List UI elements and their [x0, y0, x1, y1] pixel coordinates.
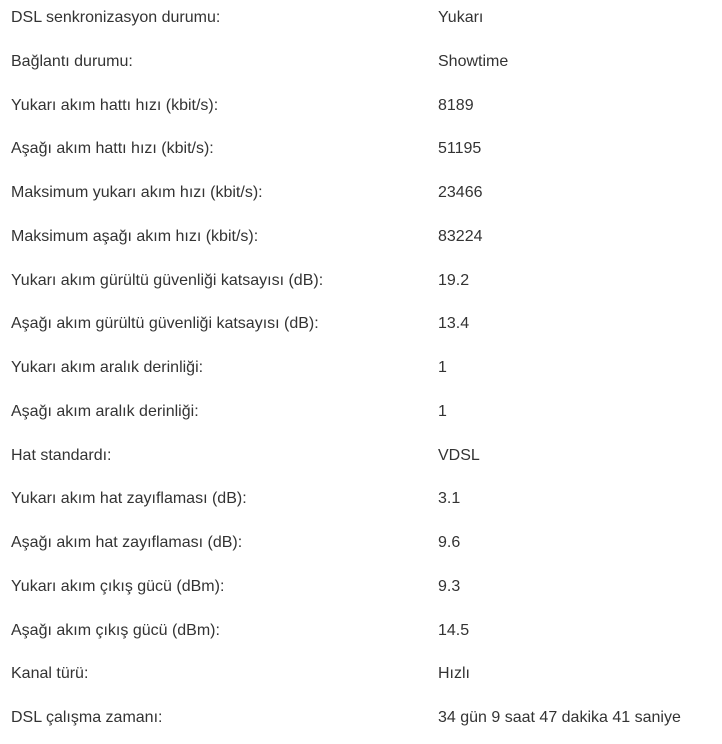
status-row-connection-state — [0, 44, 722, 88]
status-row-sync-state — [0, 0, 722, 44]
status-value: 13.4 — [438, 315, 470, 333]
status-value: Yukarı — [438, 9, 484, 26]
status-row-dsl-uptime — [0, 700, 722, 744]
status-label: Kanal türü: — [11, 665, 89, 683]
status-value: 9.3 — [438, 577, 461, 595]
status-label: Yukarı akım aralık derinliği: — [11, 359, 204, 376]
status-label: DSL çalışma zamanı: — [11, 709, 163, 726]
status-label: DSL senkronizasyon durumu: — [11, 9, 221, 26]
status-value: VDSL — [438, 446, 480, 464]
status-value: Hızlı — [438, 665, 470, 683]
status-value: 23466 — [438, 184, 483, 201]
status-value: 8189 — [438, 96, 474, 114]
status-value: 1 — [438, 402, 447, 420]
status-row-max-downstream-rate — [0, 219, 722, 263]
status-row-upstream-attenuation — [0, 481, 722, 525]
status-label: Aşağı akım hattı hızı (kbit/s): — [11, 140, 214, 158]
status-row-upstream-rate — [0, 88, 722, 132]
status-row-downstream-output-power — [0, 613, 722, 657]
status-row-upstream-noise-margin — [0, 263, 722, 307]
status-row-line-standard — [0, 438, 722, 482]
status-row-channel-type — [0, 656, 722, 700]
status-label: Hat standardı: — [11, 446, 112, 464]
status-label: Yukarı akım hat zayıflaması (dB): — [11, 490, 247, 508]
status-value: 1 — [438, 359, 447, 376]
status-row-upstream-interleave-depth — [0, 350, 722, 394]
status-value: Showtime — [438, 52, 509, 70]
status-label: Yukarı akım gürültü güvenliği katsayısı (dB): — [11, 271, 324, 289]
status-value: 34 gün 9 saat 47 dakika 41 saniye — [438, 709, 681, 726]
status-value: 3.1 — [438, 490, 461, 508]
status-label: Yukarı akım çıkış gücü (dBm): — [11, 577, 225, 595]
status-label: Aşağı akım gürültü güvenliği katsayısı (dB): — [11, 315, 319, 333]
status-row-upstream-output-power — [0, 569, 722, 613]
status-label: Aşağı akım aralık derinliği: — [11, 402, 199, 420]
status-value: 19.2 — [438, 271, 470, 289]
status-value: 51195 — [438, 140, 482, 158]
status-row-downstream-noise-margin — [0, 306, 722, 350]
status-label: Aşağı akım çıkış gücü (dBm): — [11, 621, 220, 639]
status-label: Bağlantı durumu: — [11, 52, 133, 70]
status-row-downstream-attenuation — [0, 525, 722, 569]
status-value: 9.6 — [438, 534, 461, 551]
status-row-downstream-interleave-depth — [0, 394, 722, 438]
status-label: Yukarı akım hattı hızı (kbit/s): — [11, 96, 219, 114]
status-value: 14.5 — [438, 621, 470, 639]
status-label: Aşağı akım hat zayıflaması (dB): — [11, 534, 243, 551]
status-label: Maksimum aşağı akım hızı (kbit/s): — [11, 227, 259, 245]
status-row-max-upstream-rate — [0, 175, 722, 219]
status-row-downstream-rate — [0, 131, 722, 175]
status-value: 83224 — [438, 227, 483, 245]
status-label: Maksimum yukarı akım hızı (kbit/s): — [11, 184, 263, 201]
